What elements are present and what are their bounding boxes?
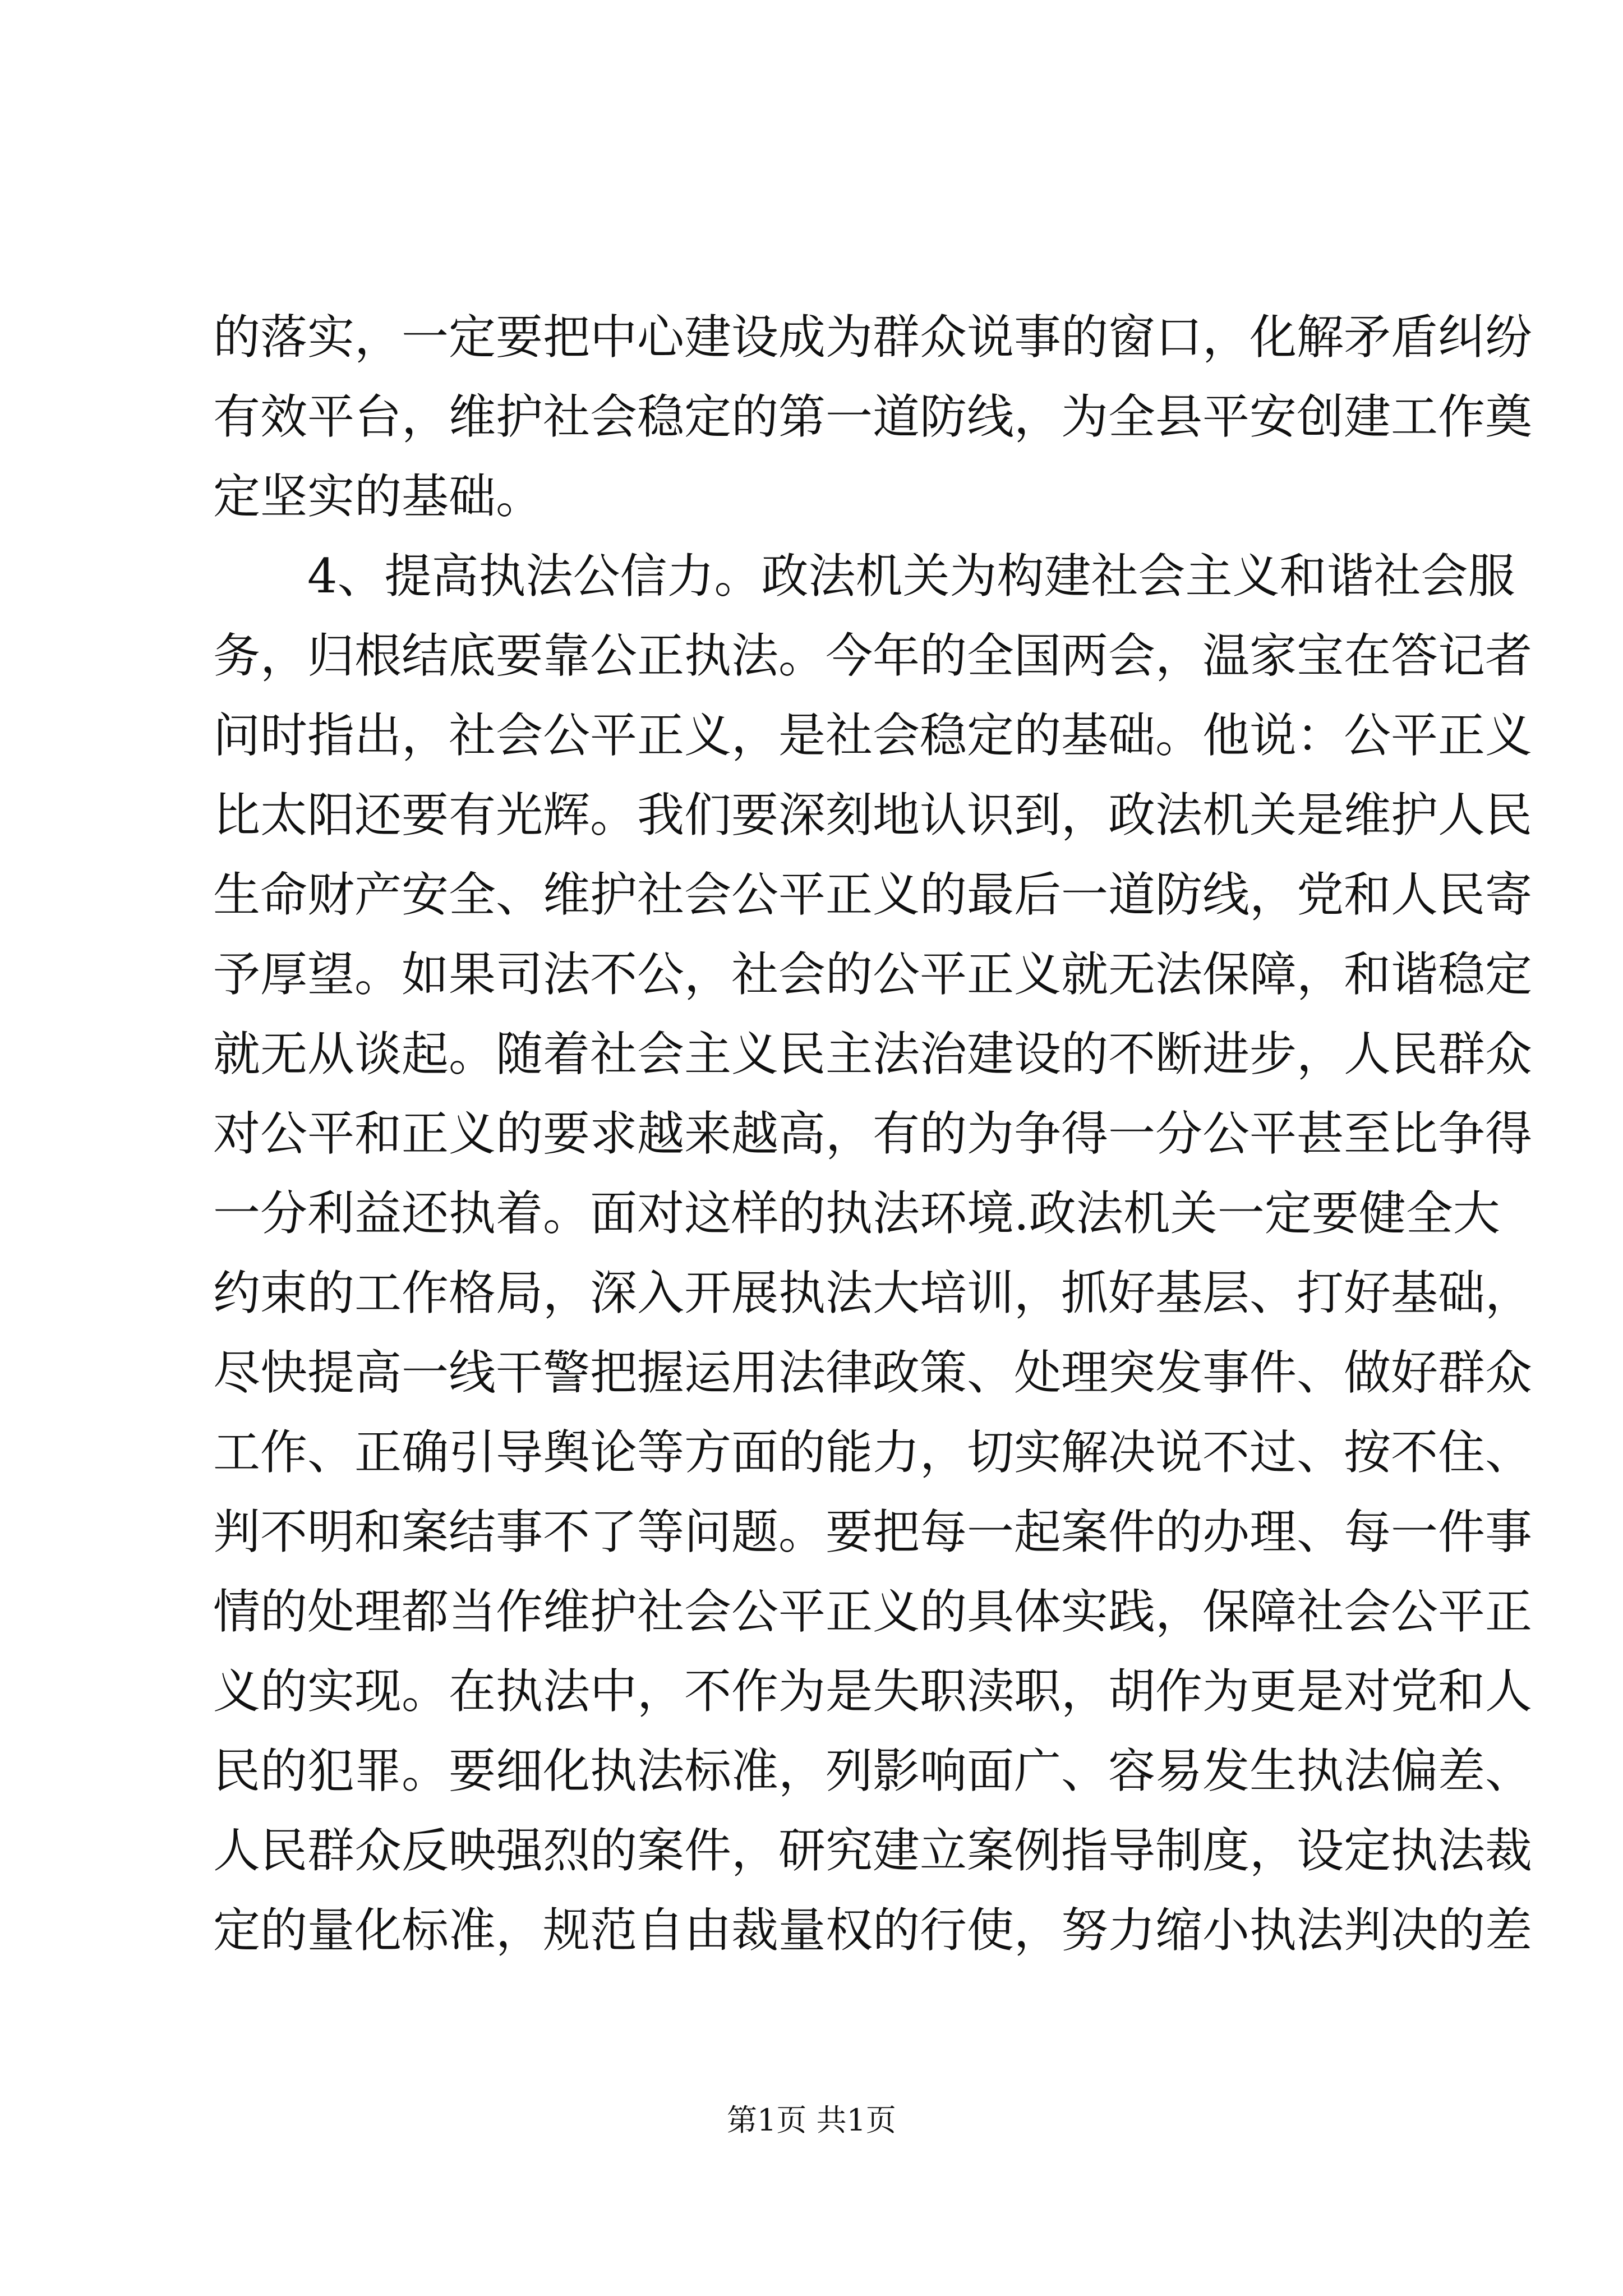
text-line: 对公平和正义的要求越来越高，有的为争得一分公平甚至比争得 (213, 1106, 1533, 1161)
text-line: 予厚望。如果司法不公，社会的公平正义就无法保障，和谐稳定 (213, 947, 1533, 1002)
text-line: 务，归根结底要靠公正执法。今年的全国两会，温家宝在答记者 (213, 628, 1533, 683)
text-line: 尽快提高一线干警把握运用法律政策、处理突发事件、做好群众 (213, 1345, 1533, 1400)
text-line: 的落实，一定要把中心建设成为群众说事的窗口，化解矛盾纠纷 (213, 310, 1533, 365)
page-footer: 第1页 共1页 (727, 2102, 896, 2138)
text-line: 定的量化标准，规范自由裁量权的行使，努力缩小执法判决的差 (213, 1903, 1533, 1958)
text-line: 一分利益还执着。面对这样的执法环境.政法机关一定要健全大 (213, 1186, 1500, 1241)
text-line: 4、提高执法公信力。政法机关为构建社会主义和谐社会服 (307, 549, 1515, 604)
text-line: 定坚实的基础。 (213, 469, 543, 524)
text-line: 有效平台，维护社会稳定的第一道防线，为全县平安创建工作奠 (213, 389, 1533, 444)
document-body (213, 297, 1533, 1970)
text-line: 人民群众反映强烈的案件，研究建立案例指导制度，设定执法裁 (213, 1823, 1533, 1878)
text-line: 问时指出，社会公平正义，是社会稳定的基础。他说：公平正义 (213, 708, 1533, 763)
text-line: 比太阳还要有光辉。我们要深刻地认识到，政法机关是维护人民 (213, 788, 1533, 843)
text-line: 民的犯罪。要细化执法标准，列影响面广、容易发生执法偏差、 (213, 1743, 1533, 1798)
text-line: 生命财产安全、维护社会公平正义的最后一道防线，党和人民寄 (213, 867, 1533, 922)
text-line: 情的处理都当作维护社会公平正义的具体实践，保障社会公平正 (213, 1584, 1533, 1639)
text-line: 工作、正确引导舆论等方面的能力，切实解决说不过、按不住、 (213, 1425, 1533, 1480)
text-line: 判不明和案结事不了等问题。要把每一起案件的办理、每一件事 (213, 1504, 1533, 1559)
text-line: 就无从谈起。随着社会主义民主法治建设的不断进步，人民群众 (213, 1027, 1533, 1082)
text-line: 义的实现。在执法中，不作为是失职渎职，胡作为更是对党和人 (213, 1664, 1533, 1719)
text-line: 约束的工作格局，深入开展执法大培训，抓好基层、打好基础， (213, 1266, 1533, 1320)
